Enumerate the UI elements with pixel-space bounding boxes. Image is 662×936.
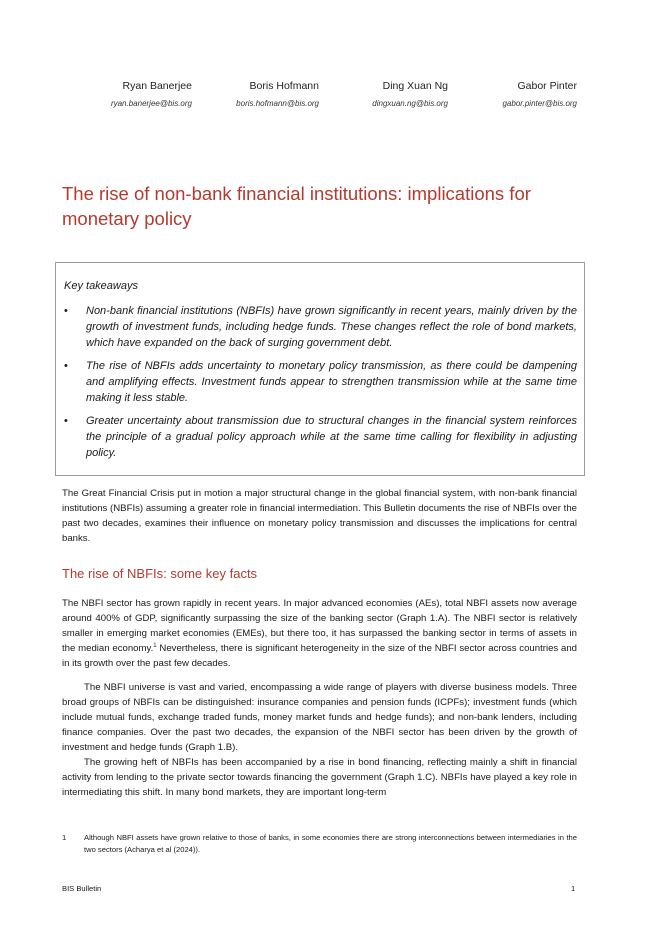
footnote: [62, 832, 577, 856]
takeaway-text: Non-bank financial institutions (NBFIs) have grown significantly in recent years, mainly driven by the growth of investment funds, including hedge funds. These changes reflect the role of bond markets, which have expanded on the back of surging government debt.: [86, 305, 577, 349]
takeaway-item: [64, 413, 577, 461]
author-email: dingxuan.ng@bis.org: [372, 99, 448, 108]
takeaway-item: [64, 358, 577, 406]
author-2: [169, 79, 319, 110]
footnote-number: 1: [62, 833, 67, 842]
author-name: Boris Hofmann: [249, 80, 319, 92]
author-4: [427, 79, 577, 110]
takeaway-text: The rise of NBFIs adds uncertainty to monetary policy transmission, as there could be dampening and amplifying effects. Investment funds appear to strengthen transmission while at the same time making it less stable.: [86, 360, 577, 404]
body-paragraph-3: The growing heft of NBFIs has been accompanied by a rise in bond financing, reflecting mainly a shift in financial activity from lending to the private sector towards financing the government (Graph 1.C). NBFIs have played a key role in intermediating this shift. In many bond markets, they are important long-term: [62, 757, 577, 798]
paragraph-text: Nevertheless, there is significant heterogeneity in the size of the NBFI sector across countries and in its growth over the past few decades.: [62, 643, 578, 669]
bullet-icon: •: [64, 415, 68, 427]
body-paragraph-2: The NBFI universe is vast and varied, encompassing a wide range of players with diverse business models. Three broad groups of NBFIs can be distinguished: insurance companies and pension funds (ICPFs); investment funds (which include mutual funds, exchange traded funds, money market funds and hedge funds); and non-bank lenders, including finance companies. Over the past two decades, the expansion of the NBFI sector has been driven by the growth of investment and hedge funds (Graph 1.B).: [62, 682, 577, 753]
key-takeaways-list: [64, 303, 577, 468]
page-number: 1: [571, 884, 576, 893]
paragraph-text: The NBFI sector has grown rapidly in recent years. In major advanced economies (AEs), total NBFI assets now average around 400% of GDP, significantly surpassing the size of the banking sector (Graph 1.A). The NBFI sector is relatively smaller in emerging market economies (EMEs), but there too, it has surpassed the banking sector in terms of assets in the median economy.: [62, 598, 577, 654]
bullet-icon: •: [64, 305, 68, 317]
intro-paragraph: The Great Financial Crisis put in motion a major structural change in the global financial system, with non-bank financial institutions (NBFIs) assuming a greater role in financial intermediation. This Bulletin documents the rise of NBFIs over the past two decades, examines their influence on monetary policy transmission and discusses the implications for central banks.: [62, 488, 577, 544]
takeaway-item: [64, 303, 577, 351]
page-title: The rise of non-bank financial institutions: implications for monetary policy: [62, 183, 531, 229]
key-takeaways-box: [55, 262, 585, 476]
author-3: [298, 79, 448, 110]
bullet-icon: •: [64, 360, 68, 372]
author-email: gabor.pinter@bis.org: [502, 99, 577, 108]
author-name: Ryan Banerjee: [122, 80, 192, 92]
author-email: boris.hofmann@bis.org: [236, 99, 319, 108]
author-name: Gabor Pinter: [517, 80, 577, 92]
author-email: ryan.banerjee@bis.org: [110, 99, 192, 108]
footnote-text: Although NBFI assets have grown relative to those of banks, in some economies there are strong interconnections between intermediaries in the two sectors (Acharya et al (2024)).: [84, 833, 577, 854]
section-heading: The rise of NBFIs: some key facts: [62, 566, 258, 581]
body-paragraph-1: [62, 596, 577, 671]
footnote-ref[interactable]: 1: [153, 642, 157, 649]
author-name: Ding Xuan Ng: [382, 80, 448, 92]
takeaway-text: Greater uncertainty about transmission due to structural changes in the financial system reinforces the principle of a gradual policy approach while at the same time calling for flexibility in adjusting policy.: [86, 415, 577, 459]
key-takeaways-heading: Key takeaways: [64, 280, 138, 292]
footer-publication: BIS Bulletin: [62, 884, 102, 893]
